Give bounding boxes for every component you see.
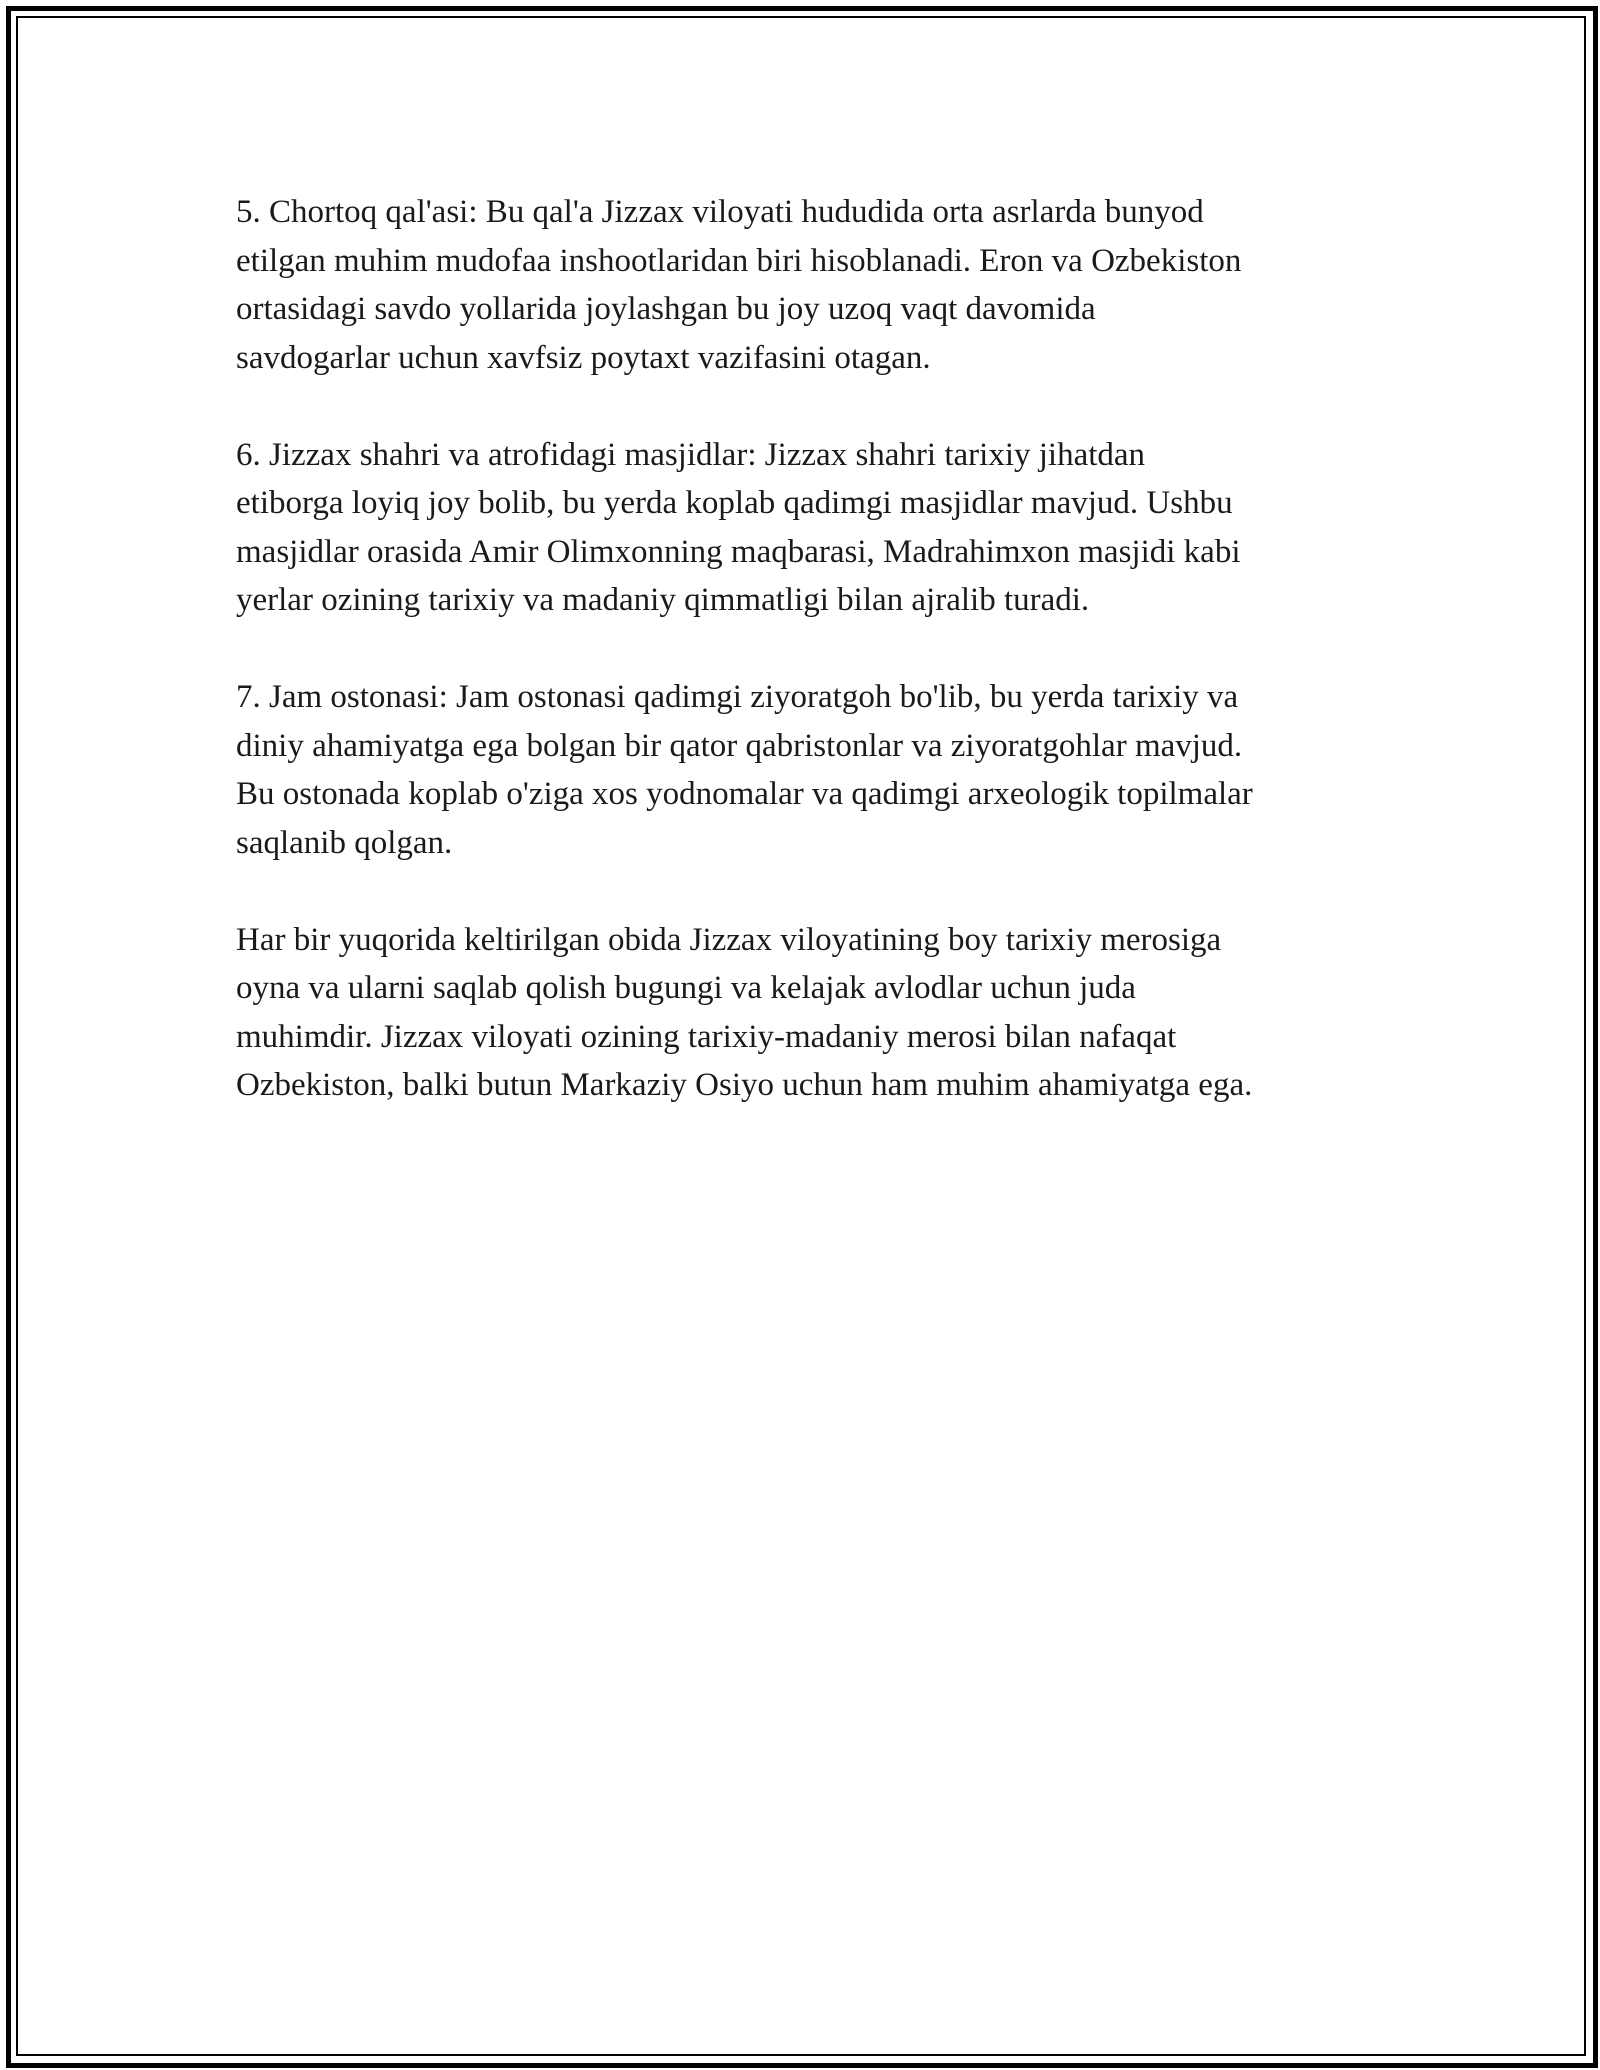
paragraph-jam-threshold: 7. Jam ostonasi: Jam ostonasi qadimgi ziyoratgoh bo'lib, bu yerda tarixiy va diniy ahamiyatga ega bolgan bir qator qabristonlar va ziyoratgohlar mavjud. Bu ostonada koplab o'ziga xos yodnomalar va qadimgi arxeologik topilmalar saqlanib qolgan.: [236, 679, 1253, 861]
document-body: [236, 188, 1386, 1158]
paragraph-jizzax-mosques: 6. Jizzax shahri va atrofidagi masjidlar: Jizzax shahri tarixiy jihatdan etiborga loyiq joy bolib, bu yerda koplab qadimgi masjidlar mavjud. Ushbu masjidlar orasida Amir Olimxonning maqbarasi, Madrahimxon masjidi kabi yerlar ozining tarixiy va madaniy qimmatligi bilan ajralib turadi.: [236, 436, 1241, 618]
paragraph-chortoq-fortress: 5. Chortoq qal'asi: Bu qal'a Jizzax viloyati hududida orta asrlarda bunyod etilgan muhim mudofaa inshootlaridan biri hisoblanadi. Eron va Ozbekiston ortasidagi savdo yollarida joylashgan bu joy uzoq vaqt davomida savdogarlar uchun xavfsiz poytaxt vazifasini otagan.: [236, 194, 1242, 376]
paragraph-conclusion: Har bir yuqorida keltirilgan obida Jizzax viloyatining boy tarixiy merosiga oyna va ularni saqlab qolish bugungi va kelajak avlodlar uchun juda muhimdir. Jizzax viloyati ozining tarixiy-madaniy merosi bilan nafaqat Ozbekiston, balki butun Markaziy Osiyo uchun ham muhim ahamiyatga ega.: [236, 921, 1253, 1103]
